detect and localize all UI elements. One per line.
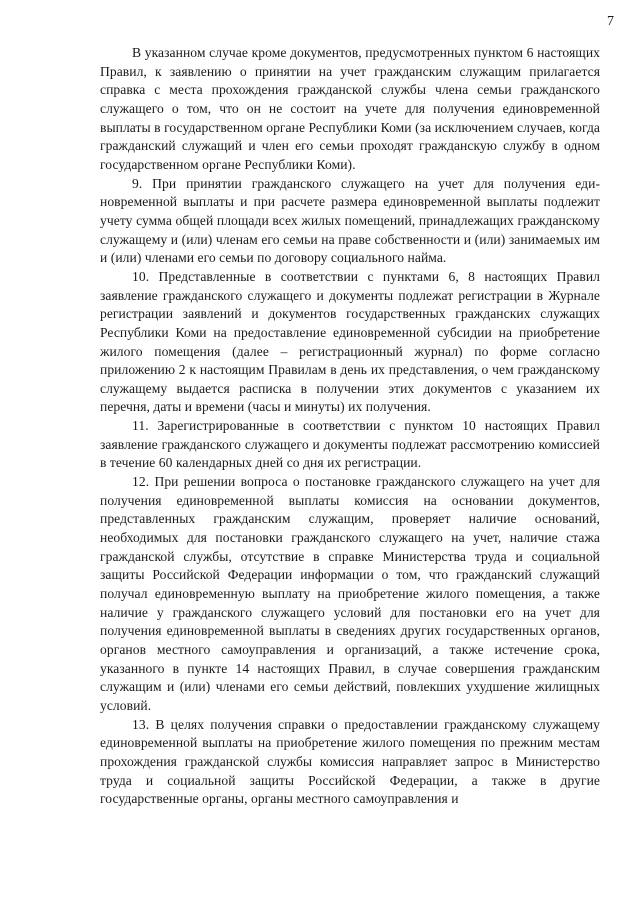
paragraph-12: 12. При решении вопроса о постановке гражданского служащего на учет для получения единовременной выплаты комиссия на основании документов, представленных гражданским служащим, проверяет наличие оснований, необходимых для постановки гражданского служащего на учет, наличие стажа гражданской службы, отсутствие в справке Министерства труда и социальной защиты Российской Федерации информации о том, что гражданский служащий получал единовременную выплату на приобретение жилого помещения, а также наличие у гражданского служащего условий для постановки его на учет для получения единовременной выплаты в сведениях других государственных органов, органов местного самоуправления и организаций, а также истечение срока, указанного в пункте 14 настоящих Правил, в случае совершения гражданским служащим и (или) членами его семьи действий, повлекших ухудшение жилищных условий. [100,474,600,713]
paragraph-11: 11. Зарегистрированные в соответствии с пунктом 10 настоящих Правил заявление гражданского служащего и документы подлежат рассмотрению комиссией в течение 60 календарных дней со дня их регистрации. [100,418,600,471]
paragraph-10: 10. Представленные в соответствии с пунктами 6, 8 настоящих Правил заявление гражданского служащего и документы подлежат регистрации в Журнале регистрации заявлений и документов государственных гражданских служащих Республики Коми на предоставление единовременной субсидии на приобретение жилого помещения (далее – регистрационный журнал) по форме согласно приложению 2 к настоящим Правилам в день их представления, о чем гражданскому служащему выдается расписка в получении этих документов с указанием их перечня, даты и времени (часы и минуты) их получения. [100,268,600,415]
page-number: 7 [607,14,614,29]
paragraph-continuation: В указанном случае кроме документов, предусмотренных пунктом 6 настоящих Правил, к заявлению о принятии на учет гражданским служащим прилагается справка с места прохождения гражданской службы члена семьи гражданского служащего о том, что он не состоит на учете для получения единовременной выплаты в государственном органе Республики Коми (за исключением случаев, когда гражданский служащий и член его семьи проходят гражданскую службу в одном государственном органе Республики Коми). [100,45,600,172]
paragraph-13: 13. В целях получения справки о предоставлении гражданскому служащему единовременной выплаты на приобретение жилого помещения по прежним местам прохождения гражданской службы комиссия направляет запрос в Министерство труда и социальной защиты Российской Федерации, а также в другие государственные органы, органы местного самоуправления и [100,716,600,807]
paragraph-9: 9. При принятии гражданского служащего на учет для получения единовременной выплаты и при расчете размера единовременной выплаты подлежит учету сумма общей площади всех жилых помещений, принадлежащих гражданскому служащему и (или) членам его семьи на праве собственности и (или) занимаемых им и (или) членами его семьи по договору социального найма. [100,175,600,266]
document-body [100,44,600,809]
